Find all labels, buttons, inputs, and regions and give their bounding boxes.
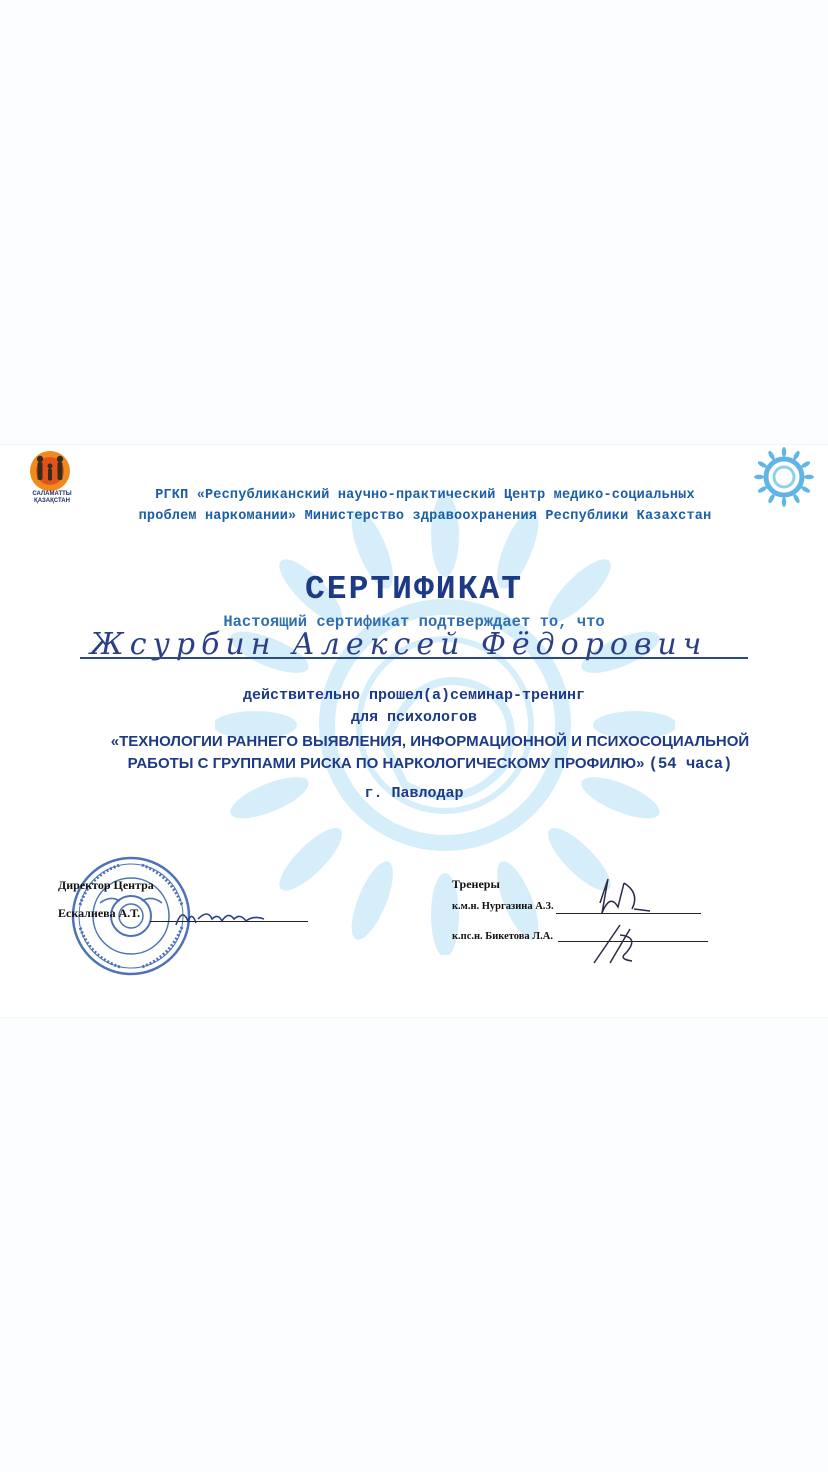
course-title xyxy=(60,731,800,775)
certificate-page xyxy=(0,444,828,1018)
director-position: Директор Центра xyxy=(58,878,154,892)
course-title-line-1: «ТЕХНОЛОГИИ РАННЕГО ВЫЯВЛЕНИЯ, ИНФОРМАЦИОННОЙ И ПСИХОСОЦИАЛЬНОЙ xyxy=(110,733,750,750)
organization-header xyxy=(80,485,770,527)
trainer-2-name: к.пс.н. Бикетова Л.А. xyxy=(452,931,553,942)
director-name: Ескалиева А.Т. xyxy=(58,906,141,920)
left-logo-caption: САЛАМАТТЫ ҚАЗАҚСТАН xyxy=(32,491,72,504)
course-title-line-2-text: РАБОТЫ С ГРУППАМИ РИСКА ПО НАРКОЛОГИЧЕСКОМУ ПРОФИЛЮ» xyxy=(127,755,645,772)
trainer-1-name: к.м.н. Нургазина А.З. xyxy=(452,901,554,912)
name-underline xyxy=(80,657,748,659)
audience-text: для психологов xyxy=(350,709,478,726)
certificate-lead-text: Настоящий сертификат подтверждает то, что xyxy=(223,613,605,631)
city: г. Павлодар xyxy=(364,785,464,802)
certificate-title: СЕРТИФИКАТ xyxy=(304,571,524,608)
completion-text: действительно прошел(а)семинар-тренинг xyxy=(242,687,586,704)
trainers-title: Тренеры xyxy=(452,877,500,891)
course-hours: (54 часа) xyxy=(648,755,733,773)
course-title-line-2 xyxy=(60,753,800,775)
recipient-name: Жcурбин Алексей Фёдорович xyxy=(90,627,708,662)
header-line-1: РГКП «Республиканский научно-практический Центр медико-социальных xyxy=(155,488,695,503)
trainer-signatures-icon xyxy=(580,873,660,965)
header-line-2: проблем наркомании» Министерство здравоохранения Республики Казахстан xyxy=(138,509,712,524)
director-signature-icon xyxy=(168,901,278,931)
